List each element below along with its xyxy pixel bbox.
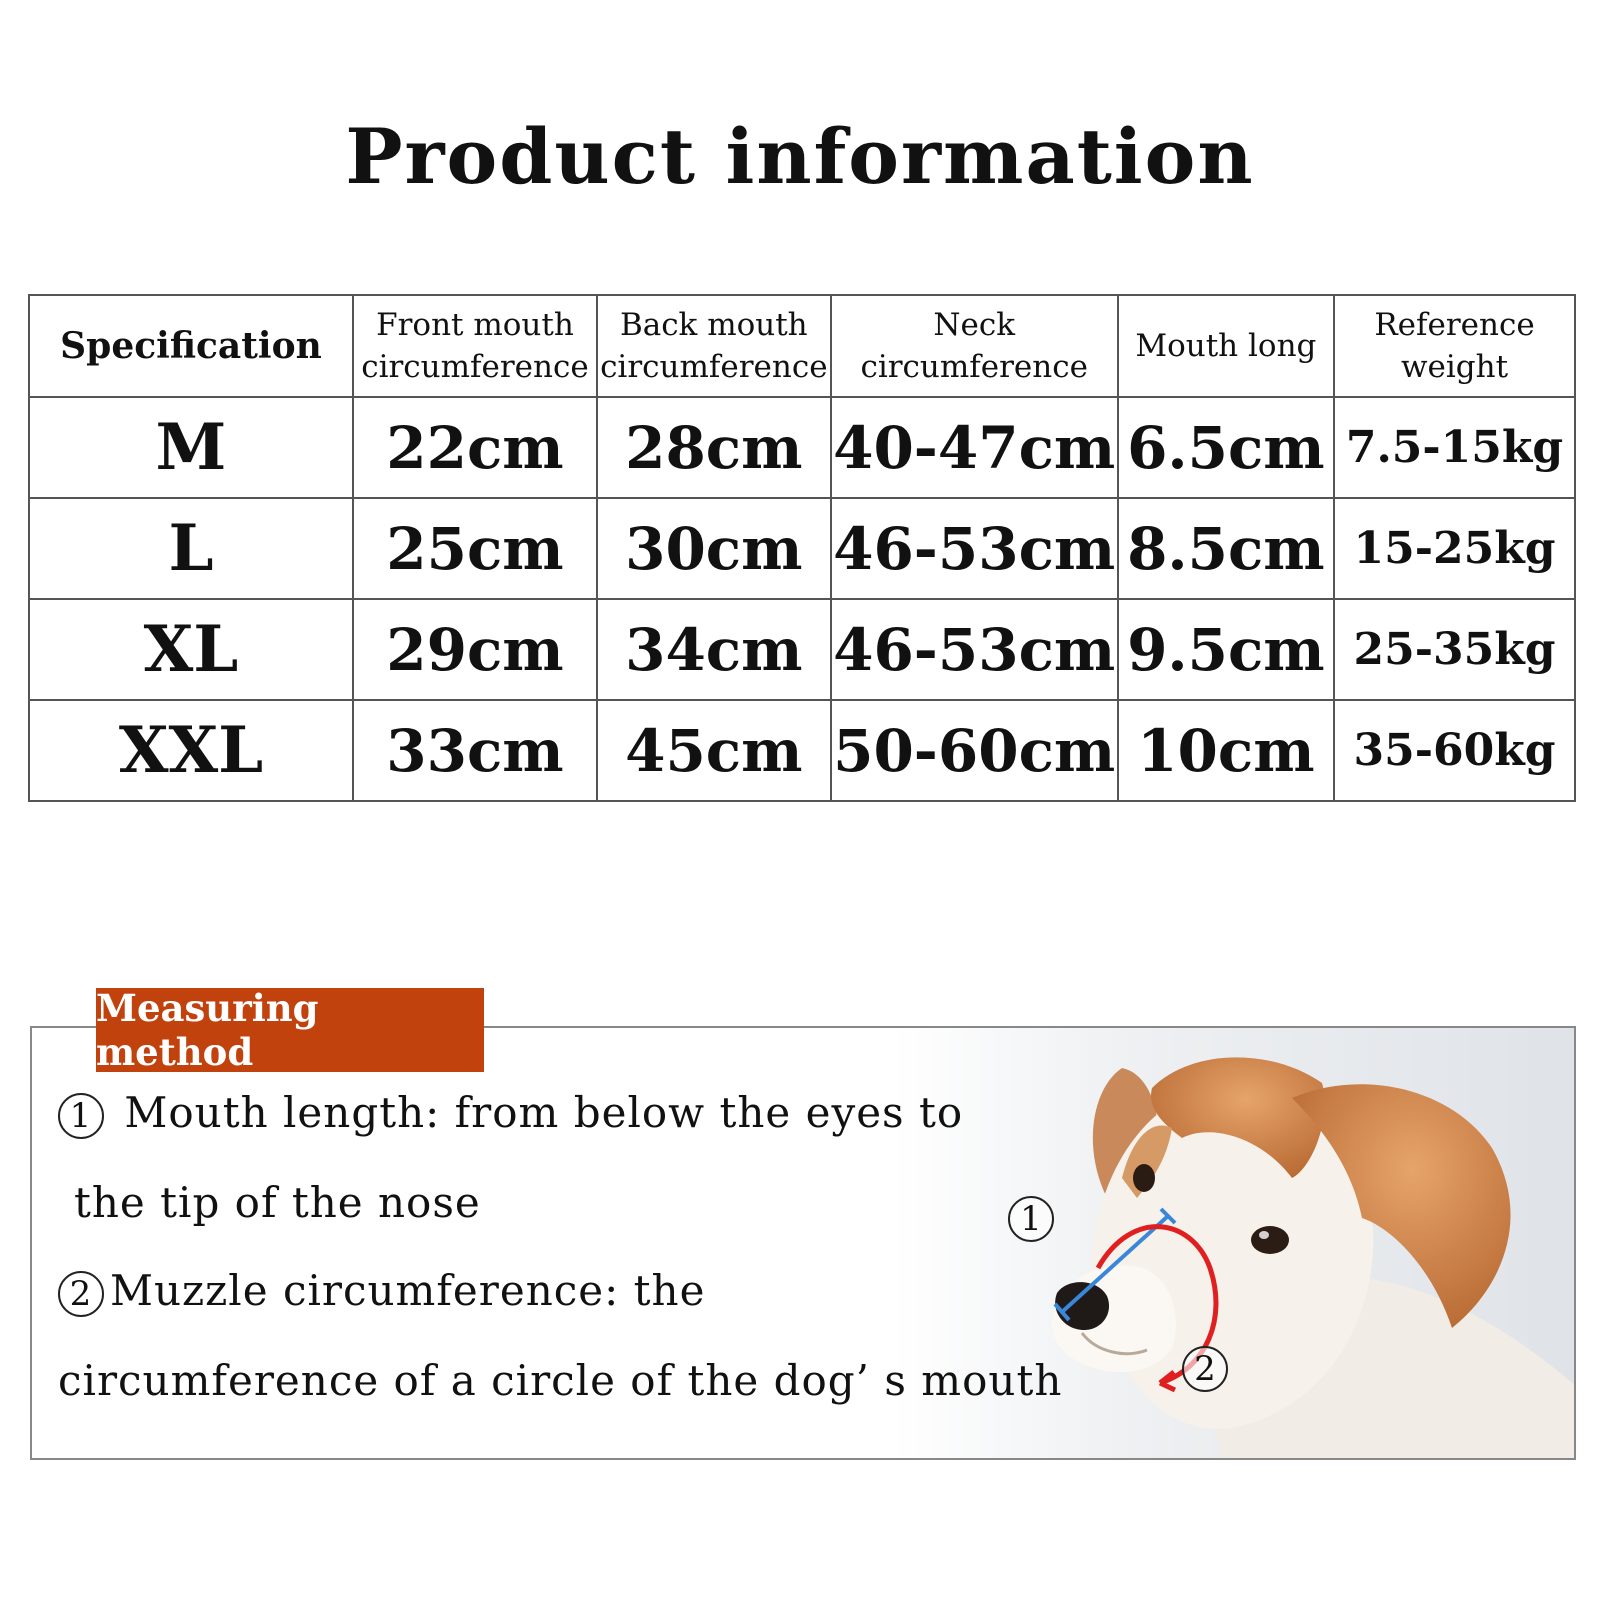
instruction-line-3 [58,1266,705,1317]
mouth-long-cell: 8.5cm [1118,498,1334,599]
size-cell: XL [29,599,353,700]
back-mouth-cell: 34cm [597,599,831,700]
instruction-line-4: circumference of a circle of the dog’ s mouth [58,1356,1063,1405]
header-front-mouth-circumference: Front mouth circumference [353,295,597,397]
table-row [29,397,1575,498]
front-mouth-cell: 29cm [353,599,597,700]
size-chart-table [28,294,1576,802]
table-row [29,700,1575,801]
size-cell: L [29,498,353,599]
weight-cell: 25-35kg [1334,599,1575,700]
measuring-method-badge: Measuring method [96,988,484,1072]
header-neck-circumference: Neck circumference [831,295,1118,397]
instruction-line-1 [58,1088,963,1139]
table-header-row [29,295,1575,397]
table-row [29,498,1575,599]
front-mouth-cell: 22cm [353,397,597,498]
step-2-marker: 2 [58,1271,104,1317]
header-specification: Specification [29,295,353,397]
page-title: Product information [345,112,1255,201]
mouth-length-text: Mouth length: from below the eyes to [124,1088,964,1137]
weight-cell: 7.5-15kg [1334,397,1575,498]
size-cell: M [29,397,353,498]
front-mouth-cell: 25cm [353,498,597,599]
muzzle-circumference-text: Muzzle circumference: the [110,1266,706,1315]
neck-cell: 46-53cm [831,599,1118,700]
photo-marker-1: 1 [1008,1196,1054,1242]
neck-cell: 40-47cm [831,397,1118,498]
size-cell: XXL [29,700,353,801]
back-mouth-cell: 45cm [597,700,831,801]
back-mouth-cell: 30cm [597,498,831,599]
neck-cell: 46-53cm [831,498,1118,599]
mouth-long-cell: 9.5cm [1118,599,1334,700]
mouth-long-cell: 10cm [1118,700,1334,801]
weight-cell: 35-60kg [1334,700,1575,801]
measuring-method-panel [30,1026,1576,1460]
neck-cell: 50-60cm [831,700,1118,801]
back-mouth-cell: 28cm [597,397,831,498]
photo-marker-2: 2 [1182,1346,1228,1392]
table-row [29,599,1575,700]
front-mouth-cell: 33cm [353,700,597,801]
header-back-mouth-circumference: Back mouth circumference [597,295,831,397]
header-mouth-long: Mouth long [1118,295,1334,397]
mouth-long-cell: 6.5cm [1118,397,1334,498]
step-1-marker: 1 [58,1093,104,1139]
header-reference-weight: Reference weight [1334,295,1575,397]
weight-cell: 15-25kg [1334,498,1575,599]
instruction-line-2: the tip of the nose [74,1178,481,1227]
